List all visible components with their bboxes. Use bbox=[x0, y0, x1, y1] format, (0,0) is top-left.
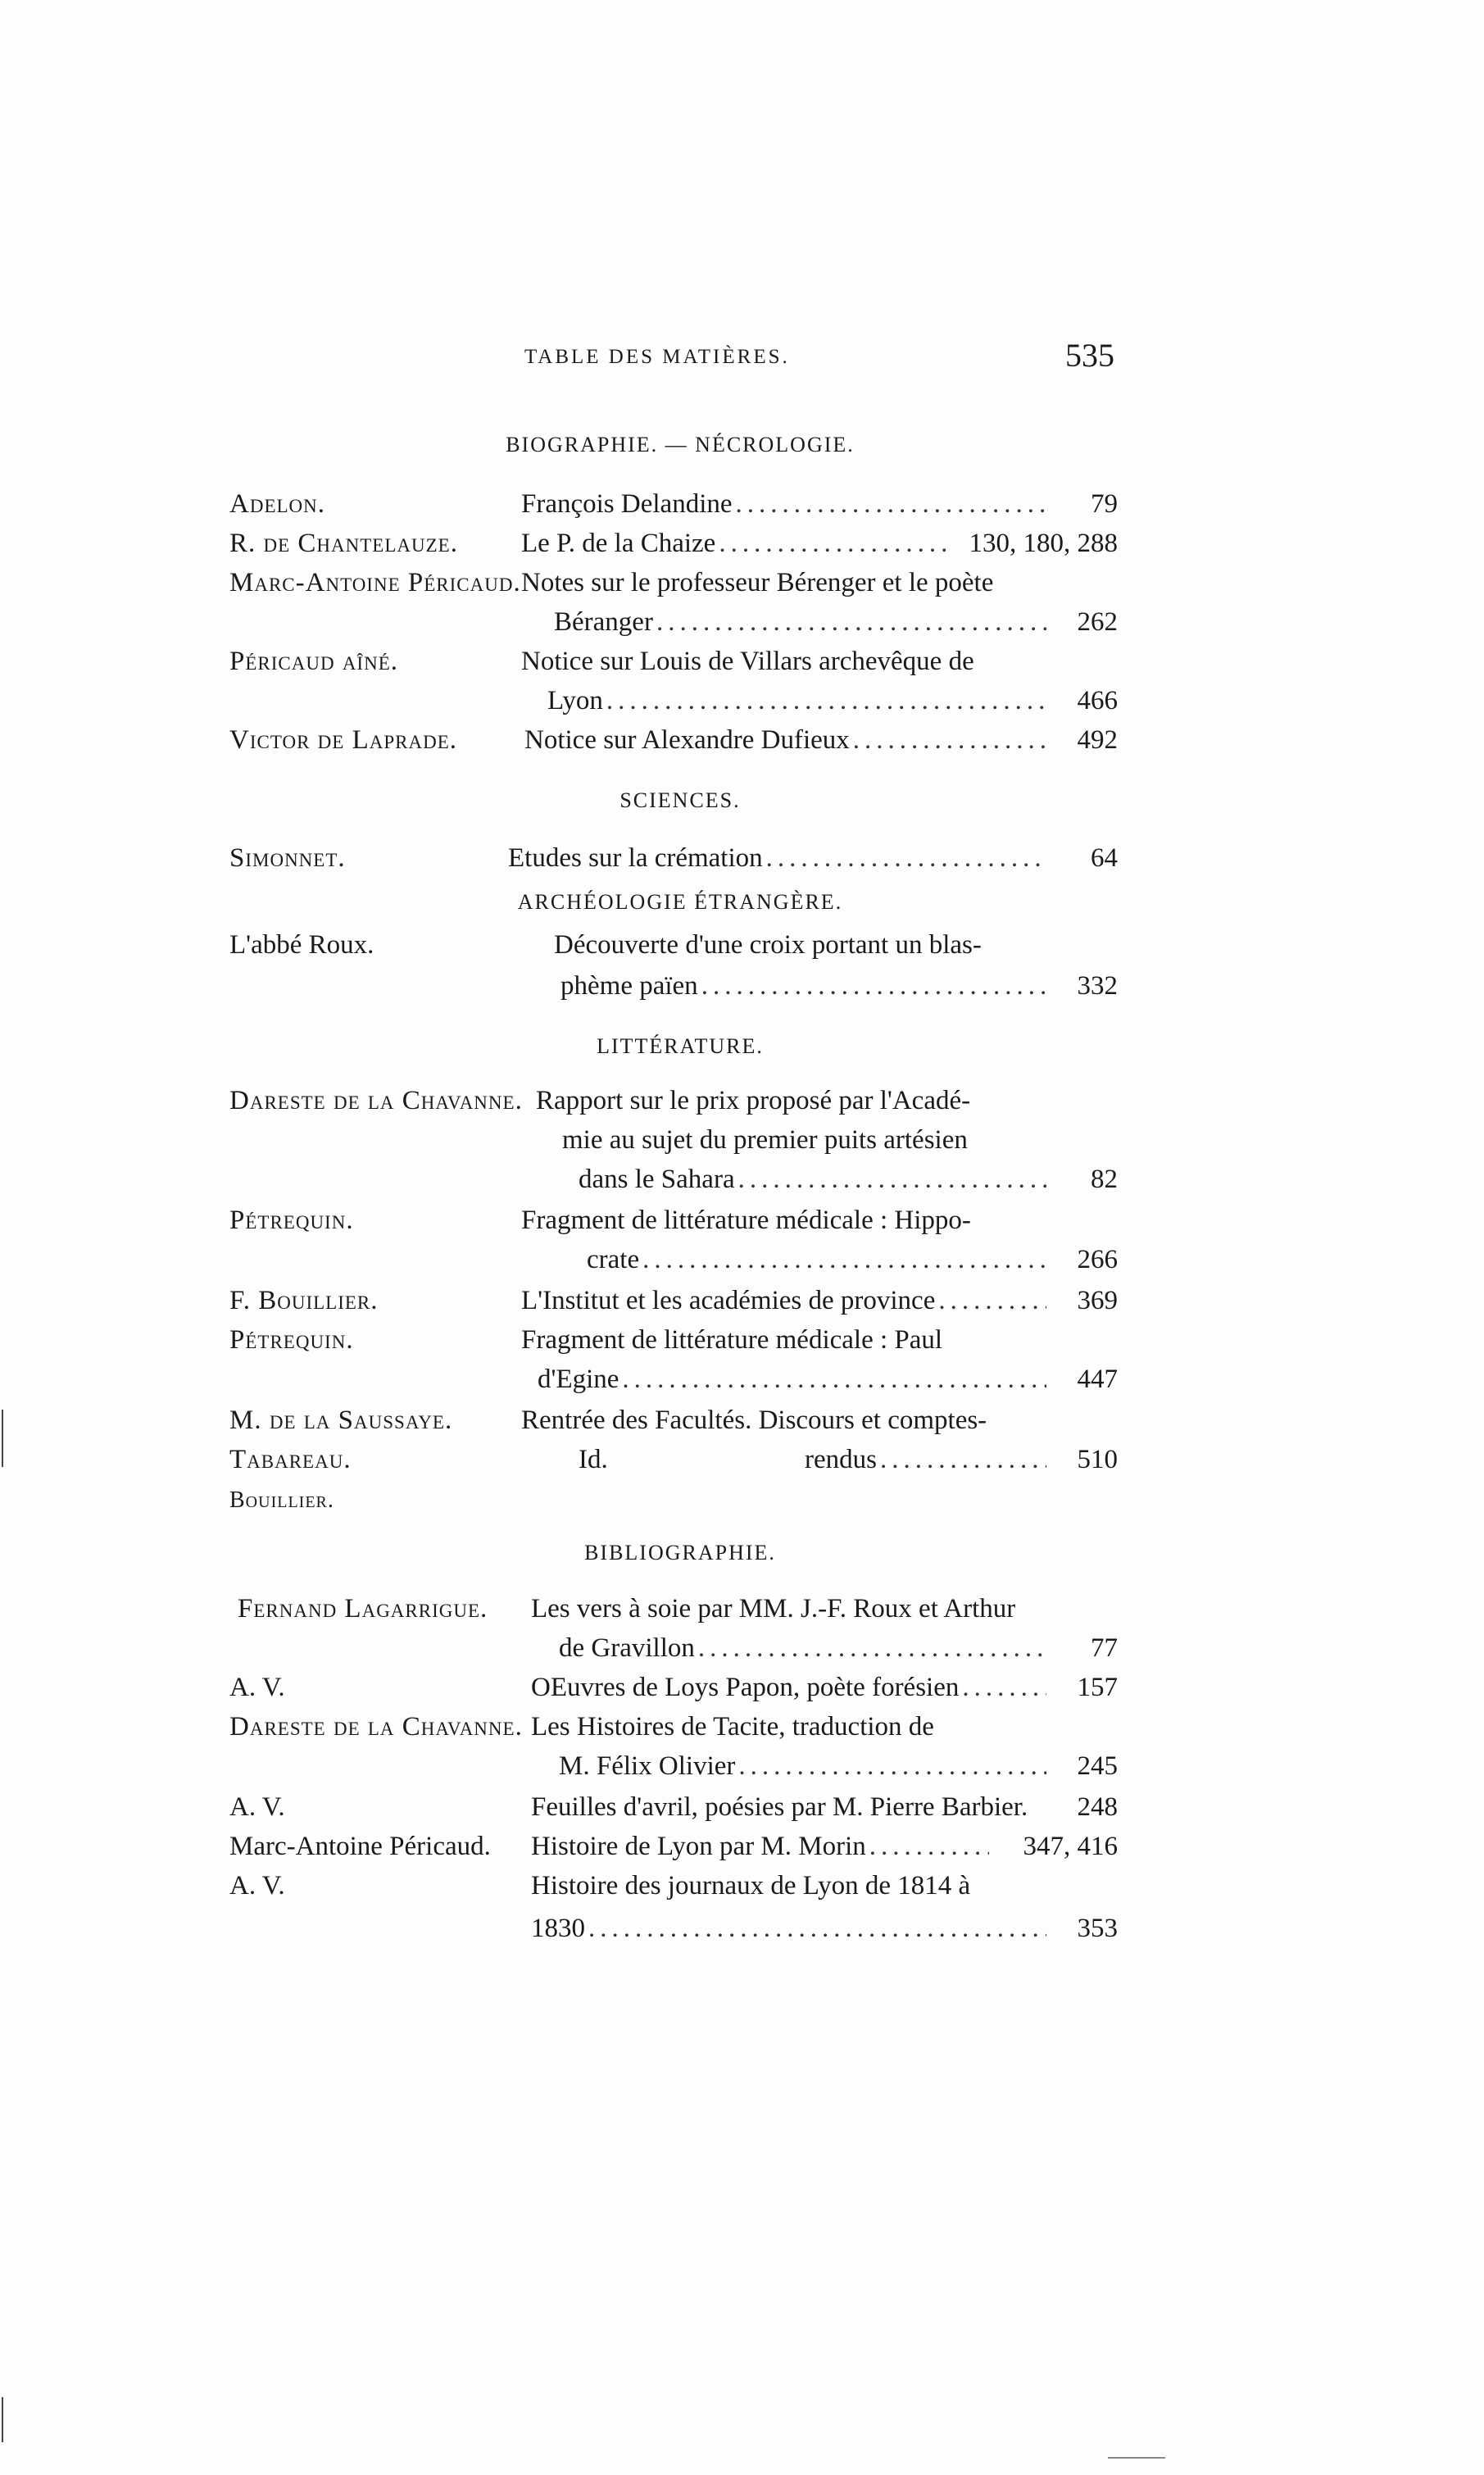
toc-entry bbox=[0, 641, 1484, 682]
entry-author: Marc-Antoine Péricaud. bbox=[229, 568, 521, 597]
entry-pages: 245 bbox=[1077, 1751, 1118, 1781]
entry-pages: 157 bbox=[1077, 1673, 1118, 1702]
toc-entry bbox=[0, 1280, 1484, 1321]
entry-title: 1830 bbox=[531, 1914, 585, 1943]
toc-entry bbox=[0, 1667, 1484, 1708]
entry-author: Péricaud aîné. bbox=[229, 647, 399, 676]
toc-entry bbox=[0, 1826, 1484, 1867]
dot-leader bbox=[738, 1159, 1046, 1200]
entry-author: Simonnet. bbox=[229, 843, 346, 873]
entry-author: Pétrequin. bbox=[229, 1206, 354, 1235]
dot-leader bbox=[719, 523, 952, 564]
entry-title: Id. bbox=[579, 1445, 608, 1474]
toc-entry bbox=[0, 1706, 1484, 1747]
entry-title: Etudes sur la crémation bbox=[508, 843, 763, 873]
dot-leader bbox=[656, 602, 1046, 643]
entry-title: Les Histoires de Tacite, traduction de bbox=[531, 1712, 934, 1742]
entry-title-continued: rendus bbox=[805, 1445, 877, 1474]
entry-pages: 248 bbox=[1077, 1792, 1118, 1822]
entry-pages: 347, 416 bbox=[1023, 1832, 1118, 1861]
entry-title: Histoire de Lyon par M. Morin bbox=[531, 1832, 866, 1861]
toc-entry-continuation bbox=[0, 1746, 1484, 1787]
entry-author: L'abbé Roux. bbox=[229, 930, 374, 960]
page-number: 535 bbox=[1065, 337, 1114, 374]
dot-leader bbox=[698, 1628, 1046, 1669]
entry-pages: 82 bbox=[1091, 1165, 1118, 1194]
toc-entry bbox=[0, 523, 1484, 564]
entry-title: Les vers à soie par MM. J.-F. Roux et Arthur bbox=[531, 1594, 1016, 1624]
section-heading-biographie: BIOGRAPHIE. — NÉCROLOGIE. bbox=[506, 433, 855, 456]
entry-author: Pétrequin. bbox=[229, 1325, 354, 1355]
dot-leader bbox=[880, 1439, 1046, 1480]
entry-title: François Delandine bbox=[521, 489, 733, 519]
entry-pages: 77 bbox=[1091, 1633, 1118, 1663]
entry-author: F. Bouillier. bbox=[229, 1286, 379, 1315]
entry-pages: 262 bbox=[1077, 607, 1118, 637]
toc-entry-continuation bbox=[0, 1239, 1484, 1280]
dot-leader bbox=[701, 965, 1046, 1006]
entry-title: Le P. de la Chaize bbox=[521, 529, 716, 558]
entry-title: M. Félix Olivier bbox=[559, 1751, 736, 1781]
entry-pages: 332 bbox=[1077, 971, 1118, 1001]
margin-line bbox=[2, 2397, 3, 2442]
entry-pages: 130, 180, 288 bbox=[969, 529, 1118, 558]
dot-leader bbox=[588, 1908, 1046, 1949]
toc-entry bbox=[0, 1588, 1484, 1629]
entry-author: A. V. bbox=[229, 1871, 285, 1901]
toc-entry bbox=[0, 1400, 1484, 1441]
entry-title: phème païen bbox=[560, 971, 698, 1001]
toc-entry bbox=[0, 1439, 1484, 1480]
dot-leader bbox=[642, 1239, 1046, 1280]
entry-author: Dareste de la Chavanne. bbox=[229, 1712, 523, 1742]
entry-title: Feuilles d'avril, poésies par M. Pierre Barbier. bbox=[531, 1792, 1028, 1822]
dot-leader bbox=[962, 1667, 1046, 1708]
entry-pages: 447 bbox=[1077, 1365, 1118, 1394]
section-heading-bibliographie: BIBLIOGRAPHIE. bbox=[584, 1541, 776, 1564]
entry-author: Marc-Antoine Péricaud. bbox=[229, 1832, 491, 1861]
entry-title: Rapport sur le prix proposé par l'Acadé- bbox=[536, 1086, 971, 1115]
dot-leader bbox=[869, 1826, 989, 1867]
toc-entry-continuation bbox=[0, 680, 1484, 721]
entry-title: Histoire des journaux de Lyon de 1814 à bbox=[531, 1871, 971, 1901]
entry-pages: 266 bbox=[1077, 1245, 1118, 1274]
entry-author: Victor de Laprade. bbox=[229, 725, 457, 755]
toc-entry bbox=[0, 924, 1484, 965]
entry-title: Fragment de littérature médicale : Hippo- bbox=[521, 1206, 971, 1235]
entry-pages: 510 bbox=[1077, 1445, 1118, 1474]
entry-title: mie au sujet du premier puits artésien bbox=[562, 1125, 968, 1155]
entry-pages: 64 bbox=[1091, 843, 1118, 873]
entry-title: Notes sur le professeur Bérenger et le poète bbox=[521, 568, 994, 597]
entry-title: Notice sur Louis de Villars archevêque de bbox=[521, 647, 974, 676]
toc-entry bbox=[0, 1319, 1484, 1360]
running-title: TABLE DES MATIÈRES. bbox=[524, 346, 790, 368]
entry-title: Lyon bbox=[547, 686, 603, 715]
entry-pages: 369 bbox=[1077, 1286, 1118, 1315]
margin-line bbox=[1108, 2457, 1165, 2459]
entry-pages: 466 bbox=[1077, 686, 1118, 715]
toc-entry bbox=[0, 1787, 1484, 1828]
entry-title: OEuvres de Loys Papon, poète forésien bbox=[531, 1673, 960, 1702]
entry-author: Fernand Lagarrigue. bbox=[238, 1594, 488, 1624]
toc-entry bbox=[0, 1080, 1484, 1121]
entry-author: M. de la Saussaye. bbox=[229, 1406, 453, 1435]
entry-title: Fragment de littérature médicale : Paul bbox=[521, 1325, 943, 1355]
entry-title: d'Egine bbox=[538, 1365, 619, 1394]
dot-leader bbox=[766, 838, 1046, 879]
section-heading-litterature: LITTÉRATURE. bbox=[597, 1034, 764, 1058]
toc-entry-continuation bbox=[0, 1159, 1484, 1200]
entry-author: Tabareau. bbox=[229, 1445, 352, 1474]
entry-title: dans le Sahara bbox=[579, 1165, 735, 1194]
toc-entry bbox=[0, 1865, 1484, 1906]
toc-entry bbox=[0, 720, 1484, 761]
toc-entry bbox=[0, 1480, 1484, 1521]
section-heading-sciences: SCIENCES. bbox=[619, 788, 741, 812]
entry-author: R. de Chantelauze. bbox=[229, 529, 458, 558]
entry-title: L'Institut et les académies de province bbox=[521, 1286, 936, 1315]
entry-author: A. V. bbox=[229, 1792, 285, 1822]
toc-entry bbox=[0, 562, 1484, 603]
entry-pages: 353 bbox=[1077, 1914, 1118, 1943]
toc-entry-continuation bbox=[0, 965, 1484, 1006]
entry-pages: 79 bbox=[1091, 489, 1118, 519]
entry-title: crate bbox=[587, 1245, 640, 1274]
entry-author: A. V. bbox=[229, 1673, 285, 1702]
entry-title: de Gravillon bbox=[559, 1633, 695, 1663]
dot-leader bbox=[738, 1746, 1046, 1787]
section-heading-archeologie: ARCHÉOLOGIE ÉTRANGÈRE. bbox=[517, 890, 843, 914]
toc-entry-continuation bbox=[0, 1119, 1484, 1160]
dot-leader bbox=[736, 484, 1046, 525]
entry-author: Adelon. bbox=[229, 489, 326, 519]
margin-line bbox=[2, 1410, 3, 1467]
entry-title: Béranger bbox=[554, 607, 653, 637]
toc-entry-continuation bbox=[0, 1628, 1484, 1669]
entry-author: Bouillier. bbox=[229, 1487, 334, 1513]
dot-leader bbox=[606, 680, 1046, 721]
toc-entry-continuation bbox=[0, 602, 1484, 643]
entry-title: Découverte d'une croix portant un blas- bbox=[554, 930, 982, 960]
toc-entry bbox=[0, 1200, 1484, 1241]
entry-author: Dareste de la Chavanne. bbox=[229, 1086, 523, 1115]
dot-leader bbox=[853, 720, 1046, 761]
entry-title: Rentrée des Facultés. Discours et comptes- bbox=[521, 1406, 987, 1435]
toc-entry bbox=[0, 838, 1484, 879]
dot-leader bbox=[938, 1280, 1046, 1321]
toc-entry-continuation bbox=[0, 1359, 1484, 1400]
toc-entry-continuation bbox=[0, 1908, 1484, 1949]
entry-pages: 492 bbox=[1077, 725, 1118, 755]
dot-leader bbox=[622, 1359, 1046, 1400]
toc-entry bbox=[0, 484, 1484, 525]
running-head bbox=[229, 336, 1114, 382]
entry-title: Notice sur Alexandre Dufieux bbox=[524, 725, 850, 755]
